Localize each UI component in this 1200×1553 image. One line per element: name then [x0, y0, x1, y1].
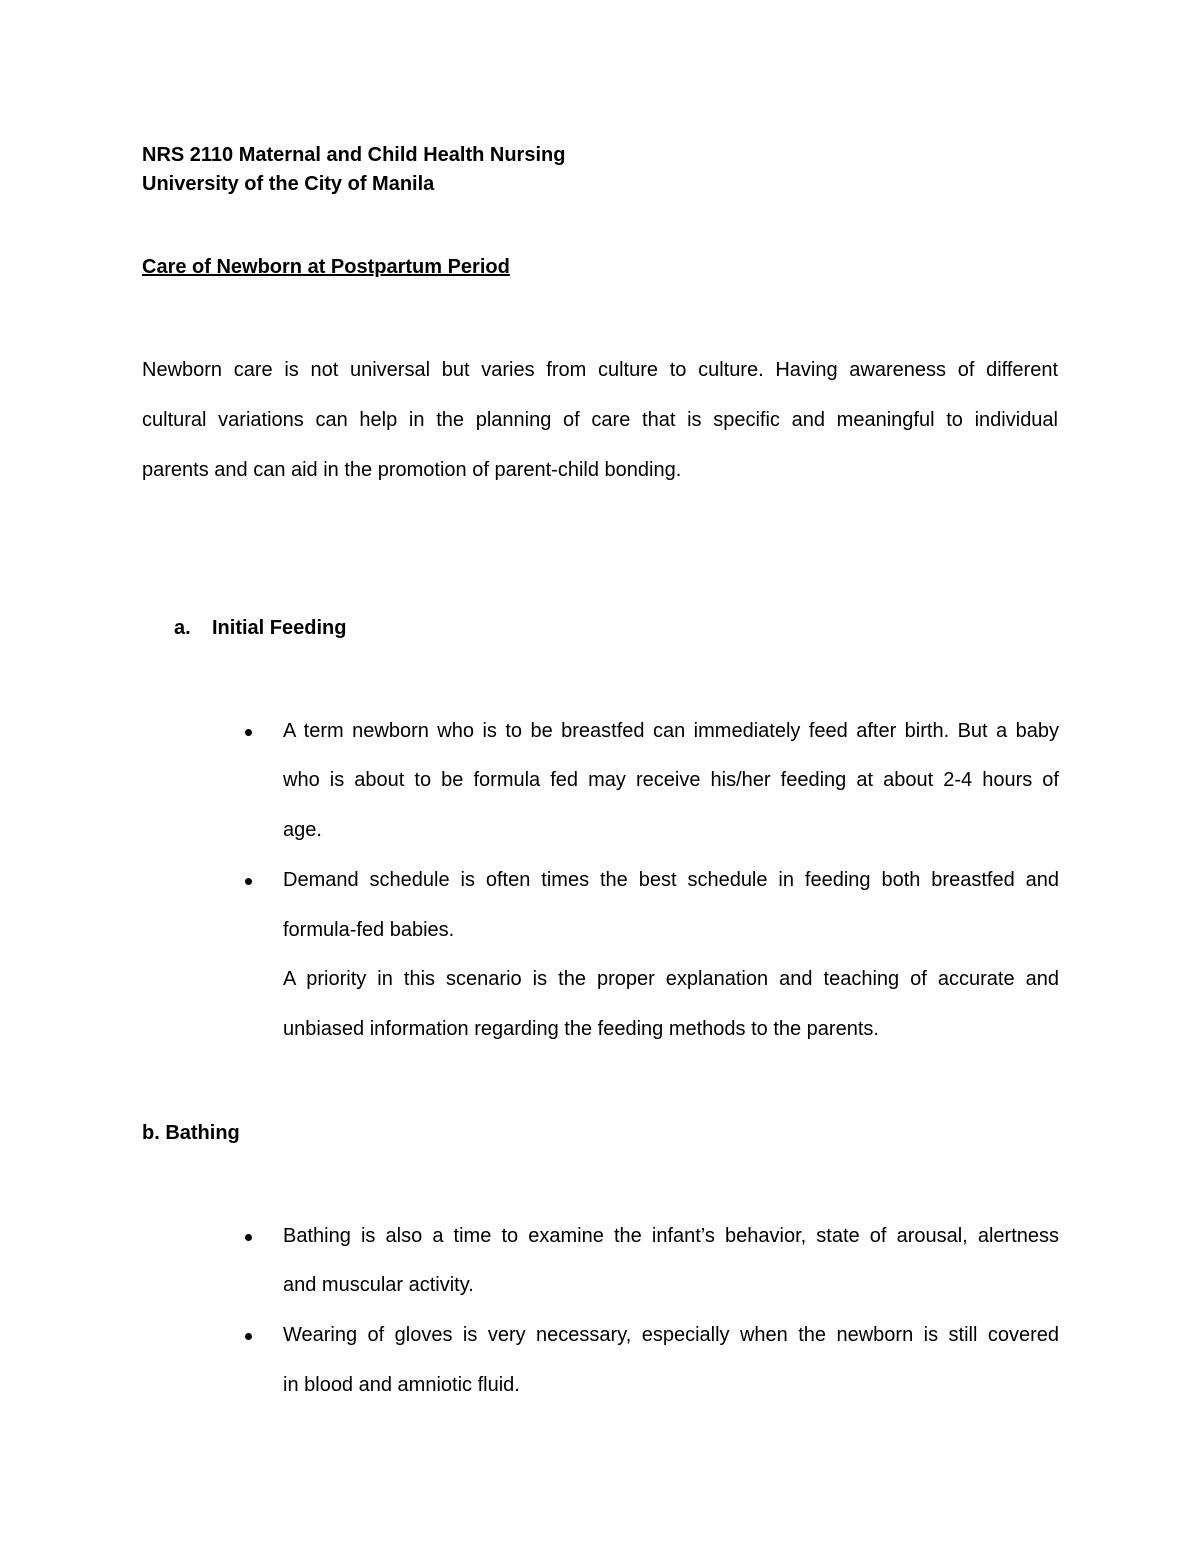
intro-line-1: Newborn care is not universal but varies from culture to culture. Having awareness of different [142, 359, 1058, 381]
university-name: University of the City of Manila [142, 173, 435, 195]
section-b-heading: b. Bathing [142, 1122, 240, 1144]
course-title: NRS 2110 Maternal and Child Health Nursing [142, 144, 566, 166]
section-a-bullet2-line-2: formula-fed babies. [283, 919, 455, 941]
bullet-icon [245, 1234, 252, 1241]
section-a-note-line-2: unbiased information regarding the feeding methods to the parents. [283, 1018, 879, 1040]
section-a-bullet1-line-2: who is about to be formula fed may receive his/her feeding at about 2-4 hours of [283, 769, 1059, 791]
section-b-bullet2-line-1: Wearing of gloves is very necessary, especially when the newborn is still covered [283, 1324, 1059, 1346]
bullet-icon [245, 729, 252, 736]
section-a-bullet2-line-1: Demand schedule is often times the best schedule in feeding both breastfed and [283, 869, 1059, 891]
intro-line-3: parents and can aid in the promotion of parent-child bonding. [142, 459, 682, 481]
section-b-bullet2-line-2: in blood and amniotic fluid. [283, 1374, 520, 1396]
document-title: Care of Newborn at Postpartum Period [142, 256, 510, 278]
section-b-bullet1-line-2: and muscular activity. [283, 1274, 474, 1296]
section-a-note-line-1: A priority in this scenario is the proper explanation and teaching of accurate and [283, 968, 1059, 990]
bullet-icon [245, 878, 252, 885]
section-a-label: a. [174, 617, 191, 639]
bullet-icon [245, 1333, 252, 1340]
section-b-bullet1-line-1: Bathing is also a time to examine the infant’s behavior, state of arousal, alertness [283, 1225, 1059, 1247]
section-a-bullet1-line-3: age. [283, 819, 322, 841]
section-a-heading: Initial Feeding [212, 617, 347, 639]
section-a-bullet1-line-1: A term newborn who is to be breastfed can immediately feed after birth. But a baby [283, 720, 1059, 742]
intro-line-2: cultural variations can help in the planning of care that is specific and meaningful to individual [142, 409, 1058, 431]
